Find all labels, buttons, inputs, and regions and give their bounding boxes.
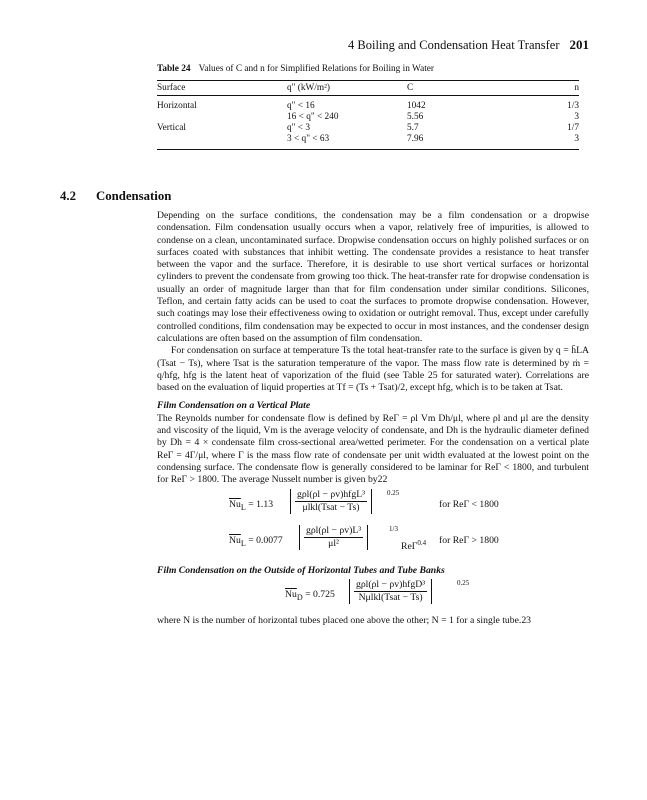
table-row bbox=[157, 96, 579, 113]
subsection-text-vertical-plate: The Reynolds number for condensate flow is defined by ReΓ = ρl Vm Dh/μl, where ρl and μl are the density and viscosity of the liquid, Vm is the average velocity of condensate, and Dh is the hydraulic diameter defined by Dh = 4 × condensate film cross-sectional area/wetted perimeter. For the condensation on a vertical plate ReΓ = 4Γ/μl, where Γ is the mass flow rate of condensate per unit width evaluated at the lowest point on the condensing surface. The condensate flow is generally considered to be laminar for ReΓ < 1800, and turbulent for ReΓ > 1800. The average Nusselt number is given by22 bbox=[157, 412, 589, 486]
cell: Vertical bbox=[157, 123, 186, 133]
subsection-title-horizontal-tubes: Film Condensation on the Outside of Horizontal Tubes and Tube Banks bbox=[157, 564, 445, 576]
eq-exponent: 0.25 bbox=[387, 488, 400, 497]
equation-horizontal-tubes bbox=[157, 579, 589, 613]
table-label: Table 24 bbox=[157, 64, 191, 74]
cell: q" < 3 bbox=[287, 123, 310, 133]
cell: 1042 bbox=[407, 101, 426, 111]
cell: 1/7 bbox=[567, 123, 579, 133]
cell: 3 bbox=[574, 112, 579, 122]
eq-lhs-sub: L bbox=[240, 502, 246, 512]
eq-exponent: 0.25 bbox=[457, 578, 470, 587]
chapter-title: 4 Boiling and Condensation Heat Transfer bbox=[348, 38, 560, 52]
table-row bbox=[157, 123, 579, 134]
eq-lhs-sub: D bbox=[296, 592, 303, 602]
eq-denominator: μlkl(Tsat − Ts) bbox=[302, 501, 360, 513]
page-number: 201 bbox=[569, 37, 589, 52]
eq-lhs: $\overline{Nu}$ bbox=[285, 588, 297, 600]
cell: Horizontal bbox=[157, 101, 197, 111]
table-caption-text: Values of C and n for Simplified Relations for Boiling in Water bbox=[198, 64, 434, 74]
cell: 5.56 bbox=[407, 112, 424, 122]
eq-reynolds-exp: 0.4 bbox=[417, 538, 427, 547]
table-header-row bbox=[157, 81, 579, 96]
cell: 3 < q" < 63 bbox=[287, 134, 407, 150]
eq-reynolds: ReΓ bbox=[401, 540, 418, 552]
running-header bbox=[348, 37, 589, 53]
cell: 3 bbox=[522, 134, 579, 150]
subsection-text-horizontal-tubes: where N is the number of horizontal tubes placed one above the other; N = 1 for a single tube.23 bbox=[157, 614, 532, 626]
table-row bbox=[157, 112, 579, 123]
col-surface: Surface bbox=[157, 81, 287, 96]
section-number: 4.2 bbox=[60, 189, 76, 203]
eq-condition: for ReΓ < 1800 bbox=[439, 498, 499, 510]
col-heat-flux: q" (kW/m²) bbox=[287, 81, 407, 96]
eq-exponent: 1/3 bbox=[389, 524, 398, 533]
eq-numerator: gρl(ρl − ρv)hfgL³ bbox=[295, 489, 367, 502]
boiling-table bbox=[157, 80, 579, 150]
section-title: Condensation bbox=[96, 189, 172, 203]
cell: 1/3 bbox=[567, 101, 579, 111]
eq-denominator: μl² bbox=[328, 537, 339, 549]
paragraph-2: For condensation on surface at temperature Ts the total heat-transfer rate to the surface is given by q = h̄LA (Tsat − Ts), where Tsat is the saturation temperature of the vapor. The mass flow rate is determined by ṁ = q/hfg, hfg is the latent heat of vaporization of the fluid (see Table 25 for saturated water). Correlations are based on the evaluation of liquid properties at Tf = (Ts + Tsat)/2, except hfg, which is to be taken at Tsat. bbox=[157, 345, 589, 394]
table-caption bbox=[157, 64, 434, 74]
cell: 5.7 bbox=[407, 123, 419, 133]
eq-fraction bbox=[349, 579, 432, 605]
cell bbox=[157, 112, 287, 123]
eq-coef: = 0.0077 bbox=[248, 534, 283, 546]
eq-condition: for ReΓ > 1800 bbox=[439, 534, 499, 546]
eq-lhs: $\overline{Nu}$ bbox=[229, 534, 241, 546]
col-n: n bbox=[522, 81, 579, 96]
body-text bbox=[157, 210, 589, 627]
col-c: C bbox=[407, 81, 522, 96]
eq-denominator: Nμlkl(Tsat − Ts) bbox=[358, 592, 423, 604]
eq-coef: = 0.725 bbox=[305, 588, 335, 600]
paragraph-1: Depending on the surface conditions, the condensation may be a film condensation or a dropwise condensation. Film condensation usually occurs when a vapor, relatively free of impurities, is allowed to condense on a clean, uncontaminated surface. Dropwise condensation occurs on highly polished surfaces or on surfaces coated with substances that inhibit wetting. The condensate provides a resistance to heat transfer between the vapor and the surface. Therefore, it is desirable to use short vertical surfaces or horizontal cylinders to prevent the condensate from growing too thick. The heat-transfer rate for dropwise condensation is usually an order of magnitude larger than that for film condensation under similar conditions. Silicones, Teflon, and certain fatty acids can be used to coat the surfaces to promote dropwise condensation. However, such coatings may lose their effectiveness owing to oxidation or outright removal. Thus, except under carefully controlled conditions, film condensation may be expected to occur in most instances, and the condenser design calculations are often based on the assumption of film condensation. bbox=[157, 210, 589, 344]
eq-lhs-sub: L bbox=[240, 538, 246, 548]
equation-laminar bbox=[157, 489, 589, 523]
eq-fraction bbox=[290, 489, 372, 515]
cell: 7.96 bbox=[407, 134, 522, 150]
eq-lhs: $\overline{Nu}$ bbox=[229, 498, 241, 510]
eq-fraction bbox=[299, 525, 368, 551]
eq-numerator: gρl(ρl − ρv)L³ bbox=[304, 525, 363, 538]
table-row bbox=[157, 134, 579, 150]
equation-turbulent bbox=[157, 525, 589, 559]
cell bbox=[157, 134, 287, 150]
eq-coef: = 1.13 bbox=[248, 498, 274, 510]
section-heading bbox=[60, 189, 171, 204]
cell: 16 < q" < 240 bbox=[287, 112, 339, 122]
eq-numerator: gρl(ρl − ρv)hfgD³ bbox=[354, 579, 427, 592]
subsection-title-vertical-plate: Film Condensation on a Vertical Plate bbox=[157, 400, 311, 412]
cell: q" < 16 bbox=[287, 101, 315, 111]
